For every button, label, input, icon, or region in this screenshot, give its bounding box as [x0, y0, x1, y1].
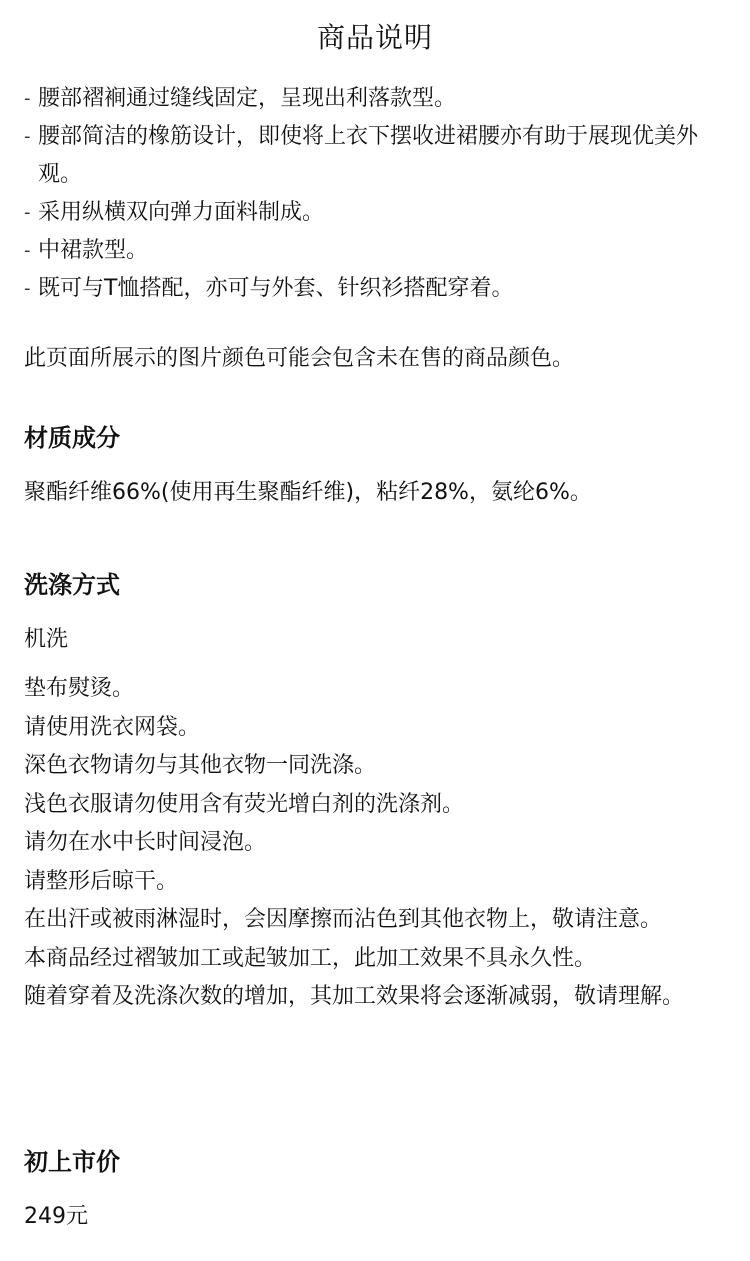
page-title: 商品说明 [316, 21, 433, 54]
material-heading: 材质成分 [24, 424, 120, 452]
feature-item [24, 232, 728, 270]
feature-text: 中裙款型。 [38, 238, 149, 263]
feature-item [24, 194, 728, 232]
care-instruction: 随着穿着及洗涤次数的增加，其加工效果将会逐渐减弱，敬请理解。 [24, 984, 685, 1009]
material-text: 聚酯纤维66%(使用再生聚酯纤维)，粘纤28%，氨纶6%。 [24, 480, 592, 505]
care-instruction: 深色衣物请勿与其他衣物一同洗涤。 [24, 753, 377, 778]
bullet-dash: - [24, 126, 31, 147]
care-instruction: 浅色衣服请勿使用含有荧光增白剂的洗涤剂。 [24, 791, 465, 817]
price-heading: 初上市价 [24, 1148, 120, 1176]
care-instruction: 在出汗或被雨淋湿时，会因摩擦而沾色到其他衣物上，敬请注意。 [24, 907, 663, 932]
price-value: 249元 [24, 1204, 88, 1229]
feature-text: 采用纵横双向弹力面料制成。 [38, 200, 325, 225]
care-instruction: 垫布熨烫。 [24, 676, 135, 701]
bullet-dash: - [24, 278, 31, 299]
feature-item [24, 80, 728, 118]
color-disclaimer: 此页面所展示的图片颜色可能会包含未在售的商品颜色。 [24, 346, 575, 371]
bullet-dash: - [24, 240, 31, 261]
care-instruction: 本商品经过褶皱加工或起皱加工，此加工效果不具永久性。 [24, 945, 597, 971]
care-instruction: 请勿在水中长时间浸泡。 [24, 830, 267, 855]
care-instructions [24, 670, 728, 1017]
care-heading: 洗涤方式 [24, 571, 120, 599]
bullet-dash: - [24, 202, 31, 223]
care-instruction: 请使用洗衣网袋。 [24, 714, 201, 740]
feature-item [24, 118, 728, 194]
feature-list [24, 80, 728, 308]
feature-item [24, 270, 728, 308]
feature-text: 腰部简洁的橡筋设计，即使将上衣下摆收进裙腰亦有助于展现优美外观。 [38, 124, 699, 187]
care-instruction: 请整形后晾干。 [24, 868, 179, 894]
care-method: 机洗 [24, 627, 69, 652]
bullet-dash: - [24, 88, 31, 109]
feature-text: 腰部褶裥通过缝线固定，呈现出利落款型。 [38, 86, 457, 111]
feature-text: 既可与T恤搭配，亦可与外套、针织衫搭配穿着。 [38, 276, 514, 301]
